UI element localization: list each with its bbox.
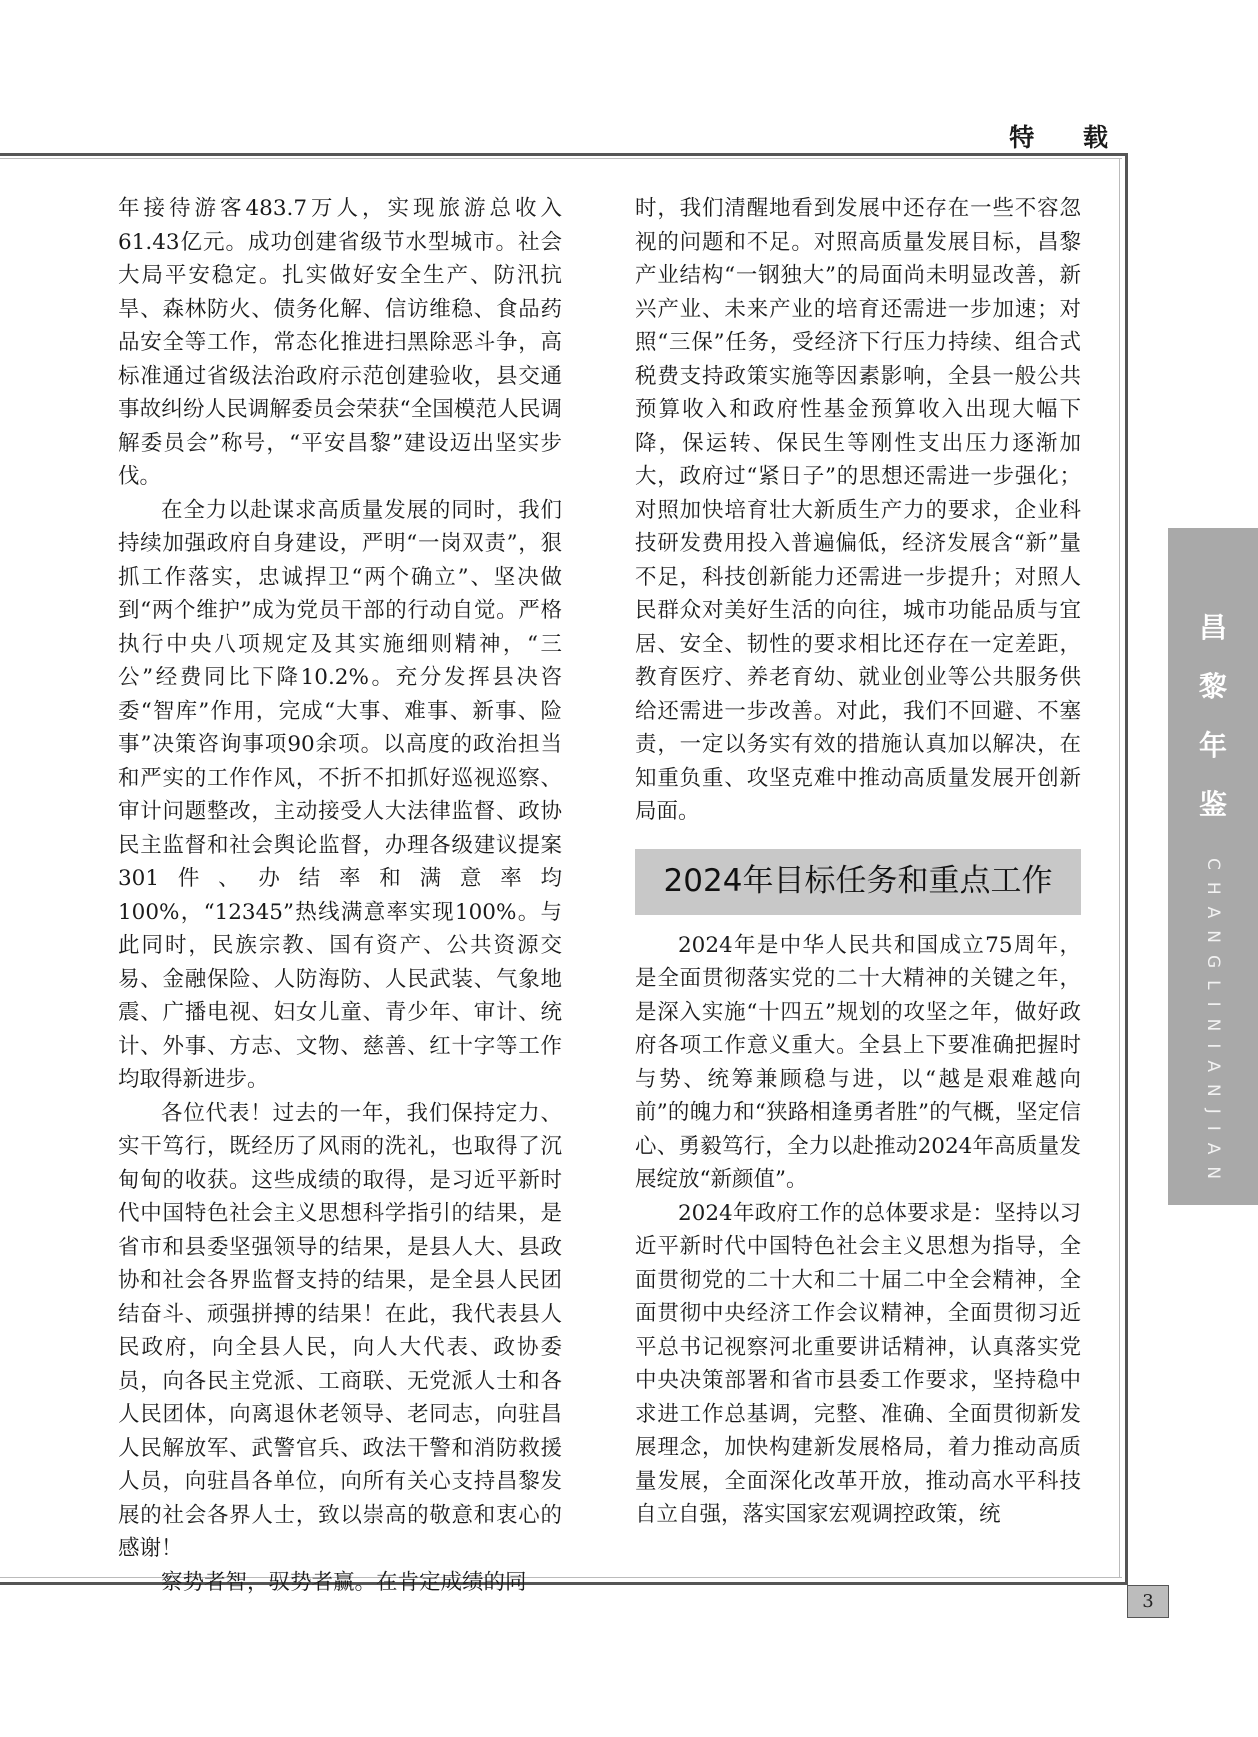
body-paragraph: 在全力以赴谋求高质量发展的同时，我们持续加强政府自身建设，严明“一岗双责”，狠抓工作落实，忠诚捍卫“两个确立”、坚决做到“两个维护”成为党员干部的行动自觉。严格执行中央八项规定及其实施细则精神，“三公”经费同比下降10.2%。充分发挥县决咨委“智库”作用，完成“大事、难事、新事、险事”决策咨询事项90余项。以高度的政治担当和严实的工作作风，不折不扣抓好巡视巡察、审计问题整改，主动接受人大法律监督、政协民主监督和社会舆论监督，办理各级建议提案301件、办结率和满意率均100%，“12345”热线满意率实现100%。与此同时，民族宗教、国有资产、公共资源交易、金融保险、人防海防、人民武装、气象地震、广播电视、妇女儿童、青少年、审计、统计、外事、方志、文物、慈善、红十字等工作均取得新进步。 [118, 497, 562, 1092]
page-number: 3 [1127, 1585, 1169, 1618]
body-paragraph: 察势者智，驭势者赢。在肯定成绩的同 [161, 1569, 527, 1595]
section-heading: 2024年目标任务和重点工作 [635, 849, 1081, 915]
frame-right-rule [1125, 153, 1128, 1585]
body-paragraph: 2024年政府工作的总体要求是：坚持以习近平新时代中国特色社会主义思想为指导，全面贯彻党的二十大和二十届二中全会精神，全面贯彻中央经济工作会议精神，全面贯彻习近平总书记视察河北重要讲话精神，认真落实党中央决策部署和省市县委工作要求，坚持稳中求进工作总基调，完整、准确、全面贯彻新发展理念，加快构建新发展格局，着力推动高质量发展，全面深化改革开放，推动高水平科技自立自强，落实国家宏观调控政策，统 [635, 1200, 1081, 1527]
side-tab-title-char: 鉴 [1198, 788, 1227, 821]
left-text-column [118, 192, 562, 1599]
side-tab-title-char: 年 [1198, 729, 1227, 762]
body-paragraph: 年接待游客483.7万人，实现旅游总收入61.43亿元。成功创建省级节水型城市。社会大局平安稳定。扎实做好安全生产、防汛抗旱、森林防火、债务化解、信访维稳、食品药品安全等工作，常态化推进扫黑除恶斗争，高标准通过省级法治政府示范创建验收，县交通事故纠纷人民调解委员会荣获“全国模范人民调解委员会”称号，“平安昌黎”建设迈出坚实步伐。 [118, 196, 562, 489]
body-paragraph: 各位代表！过去的一年，我们保持定力、实干笃行，既经历了风雨的洗礼，也取得了沉甸甸的收获。这些成绩的取得，是习近平新时代中国特色社会主义思想科学指引的结果，是省市和县委坚强领导的结果，是县人大、县政协和社会各界监督支持的结果，是全县人民团结奋斗、顽强拼搏的结果！在此，我代表县人民政府，向全县人民，向人大代表、政协委员，向各民主党派、工商联、无党派人士和各人民团体，向离退休老领导、老同志，向驻昌人民解放军、武警官兵、政法干警和消防救援人员，向驻昌各单位，向所有关心支持昌黎发展的社会各界人士，致以崇高的敬意和衷心的感谢！ [118, 1100, 562, 1561]
side-tab-title [1168, 598, 1258, 834]
frame-top-rule [0, 153, 1128, 156]
side-tab-title-char: 黎 [1198, 670, 1227, 703]
right-text-column [635, 192, 1081, 1532]
running-head-section-title: 特 载 [1009, 123, 1128, 152]
yearbook-side-tab [1168, 528, 1258, 1205]
side-tab-pinyin: CHANGLINIANJIAN [1203, 858, 1223, 1192]
body-paragraph: 2024年是中华人民共和国成立75周年，是全面贯彻落实党的二十大精神的关键之年，是深入实施“十四五”规划的攻坚之年，做好政府各项工作意义重大。全县上下要准确把握时与势、统筹兼顾稳与进，以“越是艰难越向前”的魄力和“狭路相逢勇者胜”的气概，坚定信心、勇毅笃行，全力以赴推动2024年高质量发展绽放“新颜值”。 [635, 932, 1081, 1192]
frame-right-inner-rule [1119, 158, 1120, 1578]
body-paragraph-continued: 时，我们清醒地看到发展中还存在一些不容忽视的问题和不足。对照高质量发展目标，昌黎产业结构“一钢独大”的局面尚未明显改善，新兴产业、未来产业的培育还需进一步加速；对照“三保”任务，受经济下行压力持续、组合式税费支持政策实施等因素影响，全县一般公共预算收入和政府性基金预算收入出现大幅下降，保运转、保民生等刚性支出压力逐渐加大，政府过“紧日子”的思想还需进一步强化；对照加快培育壮大新质生产力的要求，企业科技研发费用投入普遍偏低，经济发展含“新”量不足，科技创新能力还需进一步提升；对照人民群众对美好生活的向往，城市功能品质与宜居、安全、韧性的要求相比还存在一定差距，教育医疗、养老育幼、就业创业等公共服务供给还需进一步改善。对此，我们不回避、不塞责，一定以务实有效的措施认真加以解决，在知重负重、攻坚克难中推动高质量发展开创新局面。 [635, 196, 1081, 824]
frame-top-inner-rule [0, 158, 1122, 159]
side-tab-title-char: 昌 [1198, 611, 1227, 644]
